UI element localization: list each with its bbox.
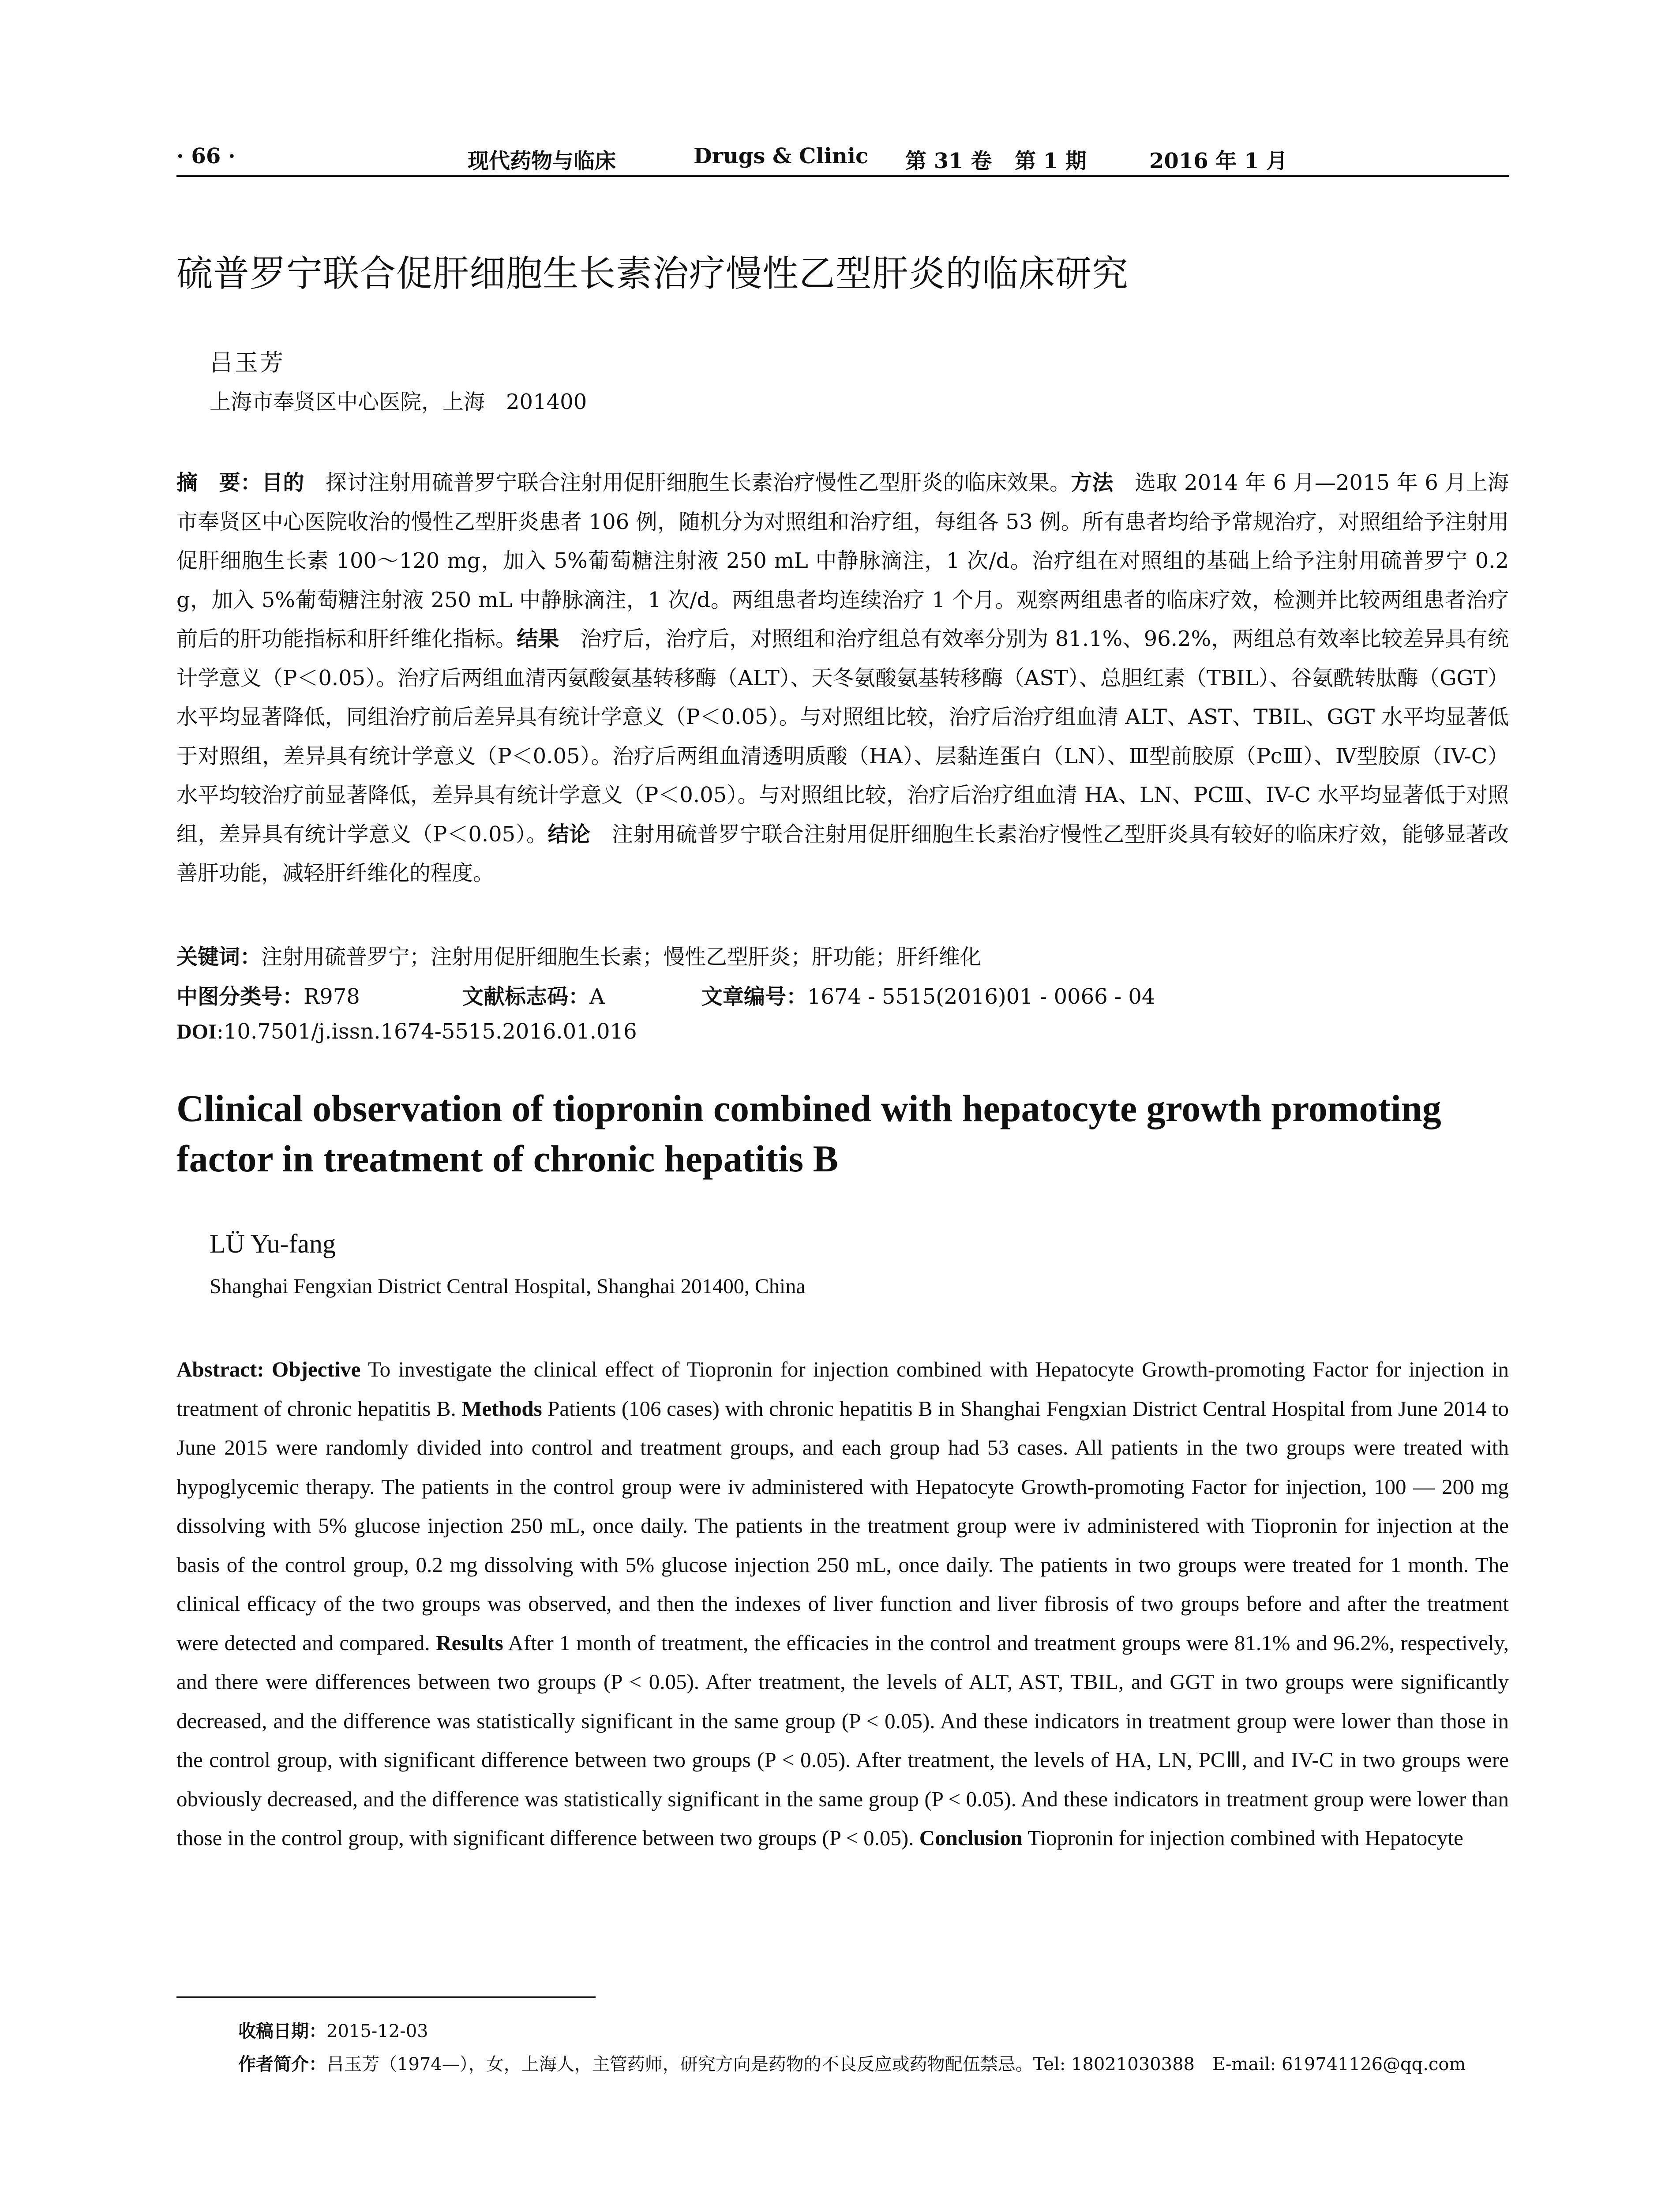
conclusion-label-en: Conclusion (919, 1826, 1023, 1850)
keywords-label-cn: 关键词： (176, 945, 262, 969)
header-rule (176, 175, 1509, 177)
received-label: 收稿日期： (238, 2021, 326, 2041)
author-cn: 吕玉芳 (210, 349, 285, 376)
abstract-en (176, 1350, 1509, 1858)
results-text-en: After 1 month of treatment, the efficacies in the control and treatment groups were 81.1% and 96.2%, respectively, and there were differences between two groups (P < 0.05). After treatment, the levels of ALT, AST, TBIL, and GGT in two groups were significantly decreased, and the difference was statistically significant in the same group (P < 0.05). And these indicators in treatment group were lower than those in the control group, with significant difference between two groups (P < 0.05). After treatment, the levels of HA, LN, PCⅢ, and IV-C in two groups were obviously decreased, and the difference was statistically significant in the same group (P < 0.05). And these indicators in treatment group were lower than those in the control group, with significant difference between two groups (P < 0.05). (176, 1630, 1509, 1850)
doc-code-label: 文献标志码： (462, 984, 590, 1009)
footnote-rule (176, 1996, 596, 1998)
abstract-cn (176, 463, 1509, 893)
doi-line (176, 1019, 637, 1044)
objective-label-cn: 目的 (262, 470, 304, 495)
methods-text-en: Patients (106 cases) with chronic hepatitis B in Shanghai Fengxian District Central Hospital from June 2014 to June 2015 were randomly divided into control and treatment groups, and each group had 53 cases. All patients in the two groups were treated with hypoglycemic therapy. The patients in the control group were iv administered with Hepatocyte Growth-promoting Factor for injection, 100 — 200 mg dissolving with 5% glucose injection 250 mL, once daily. The patients in the treatment group were iv administered with Tiopronin for injection at the basis of the control group, 0.2 mg dissolving with 5% glucose injection 250 mL, once daily. The patients in two groups were treated for 1 month. The clinical efficacy of the two groups was observed, and then the indexes of liver function and liver fibrosis of two groups before and after the treatment were detected and compared. (176, 1396, 1509, 1655)
conclusion-text-en: Tiopronin for injection combined with Hepatocyte (1022, 1826, 1463, 1850)
affiliation-cn: 上海市奉贤区中心医院，上海 201400 (210, 390, 587, 414)
running-header (176, 140, 1509, 174)
methods-label-cn: 方法 (1071, 470, 1114, 495)
article-number-value: 1674 - 5515(2016)01 - 0066 - 04 (807, 984, 1155, 1009)
keywords-cn (176, 940, 981, 970)
doi-label: DOI (176, 1020, 217, 1043)
article-number (701, 979, 1155, 1010)
conclusion-label-cn: 结论 (548, 822, 591, 847)
author-bio-label: 作者简介： (238, 2054, 326, 2075)
article-number-label: 文章编号： (701, 984, 808, 1009)
doi-value: :10.7501/j.issn.1674-5515.2016.01.016 (216, 1019, 637, 1044)
doc-code (462, 979, 605, 1010)
page-title-cn: 硫普罗宁联合促肝细胞生长素治疗慢性乙型肝炎的临床研究 (176, 253, 1129, 295)
results-label-cn: 结果 (517, 627, 559, 651)
abstract-label-en: Abstract: Objective (176, 1357, 361, 1381)
objective-text-cn: 探讨注射用硫普罗宁联合注射用促肝细胞生长素治疗慢性乙型肝炎的临床效果。 (304, 470, 1071, 495)
journal-name-cn: 现代药物与临床 (468, 149, 616, 173)
methods-label-en: Methods (461, 1396, 542, 1421)
received-date (238, 2017, 428, 2042)
clc-label: 中图分类号： (176, 984, 304, 1009)
keywords-text-cn: 注射用硫普罗宁；注射用促肝细胞生长素；慢性乙型肝炎；肝功能；肝纤维化 (261, 945, 982, 969)
journal-issue: 第 1 期 (1015, 149, 1087, 173)
classification-line (176, 979, 360, 1010)
objective-text-en: To investigate the clinical effect of Tiopronin for injection combined with Hepatocyte Growth-promoting Factor for injection in treatment of chronic hepatitis B. (176, 1357, 1509, 1421)
abstract-label-cn: 摘 要： (176, 470, 262, 495)
author-en: LÜ Yu-fang (210, 1229, 336, 1258)
conclusion-text-cn: 注射用硫普罗宁联合注射用促肝细胞生长素治疗慢性乙型肝炎具有较好的临床疗效，能够显著改善肝功能，减轻肝纤维化的程度。 (176, 822, 1509, 885)
methods-text-cn: 选取 2014 年 6 月—2015 年 6 月上海市奉贤区中心医院收治的慢性乙型肝炎患者 106 例，随机分为对照组和治疗组，每组各 53 例。所有患者均给予常规治疗，对照组给予注射用促肝细胞生长素 100～120 mg，加入 5%葡萄糖注射液 250 mL 中静脉滴注，1 次/d。治疗组在对照组的基础上给予注射用硫普罗宁 0.2 g，加入 5%葡萄糖注射液 250 mL 中静脉滴注，1 次/d。两组患者均连续治疗 1 个月。观察两组患者的临床疗效，检测并比较两组患者治疗前后的肝功能指标和肝纤维化指标。 (176, 470, 1509, 651)
results-text-cn: 治疗后，治疗后，对照组和治疗组总有效率分别为 81.1%、96.2%，两组总有效率比较差异具有统计学意义（P＜0.05）。治疗后两组血清丙氨酸氨基转移酶（ALT）、天冬氨酸氨基转移酶（AST）、总胆红素（TBIL）、谷氨酰转肽酶（GGT）水平均显著降低，同组治疗前后差异具有统计学意义（P＜0.05）。与对照组比较，治疗后治疗组血清 ALT、AST、TBIL、GGT 水平均显著低于对照组，差异具有统计学意义（P＜0.05）。治疗后两组血清透明质酸（HA）、层黏连蛋白（LN）、Ⅲ型前胶原（PcⅢ）、Ⅳ型胶原（IV-C）水平均较治疗前显著降低，差异具有统计学意义（P＜0.05）。与对照组比较，治疗后治疗组血清 HA、LN、PCⅢ、IV-C 水平均显著低于对照组，差异具有统计学意义（P＜0.05）。 (176, 627, 1509, 847)
doc-code-value: A (589, 984, 605, 1009)
results-label-en: Results (436, 1630, 503, 1655)
received-value: 2015-12-03 (326, 2021, 428, 2041)
affiliation-en: Shanghai Fengxian District Central Hospital, Shanghai 201400, China (210, 1275, 806, 1298)
page-title-en: Clinical observation of tiopronin combined with hepatocyte growth promoting factor in treatment of chronic hepatitis B (176, 1087, 1441, 1180)
author-bio (238, 2050, 1466, 2075)
page-number: · 66 · (176, 144, 236, 169)
journal-date: 2016 年 1 月 (1149, 149, 1288, 173)
author-bio-value: 吕玉芳（1974—），女，上海人，主管药师，研究方向是药物的不良反应或药物配伍禁忌。Tel: 18021030388 E-mail: 619741126@qq.com (326, 2054, 1466, 2075)
journal-name-en: Drugs & Clinic (694, 144, 869, 169)
journal-volume: 第 31 卷 (905, 149, 992, 173)
clc-value: R978 (304, 984, 360, 1009)
